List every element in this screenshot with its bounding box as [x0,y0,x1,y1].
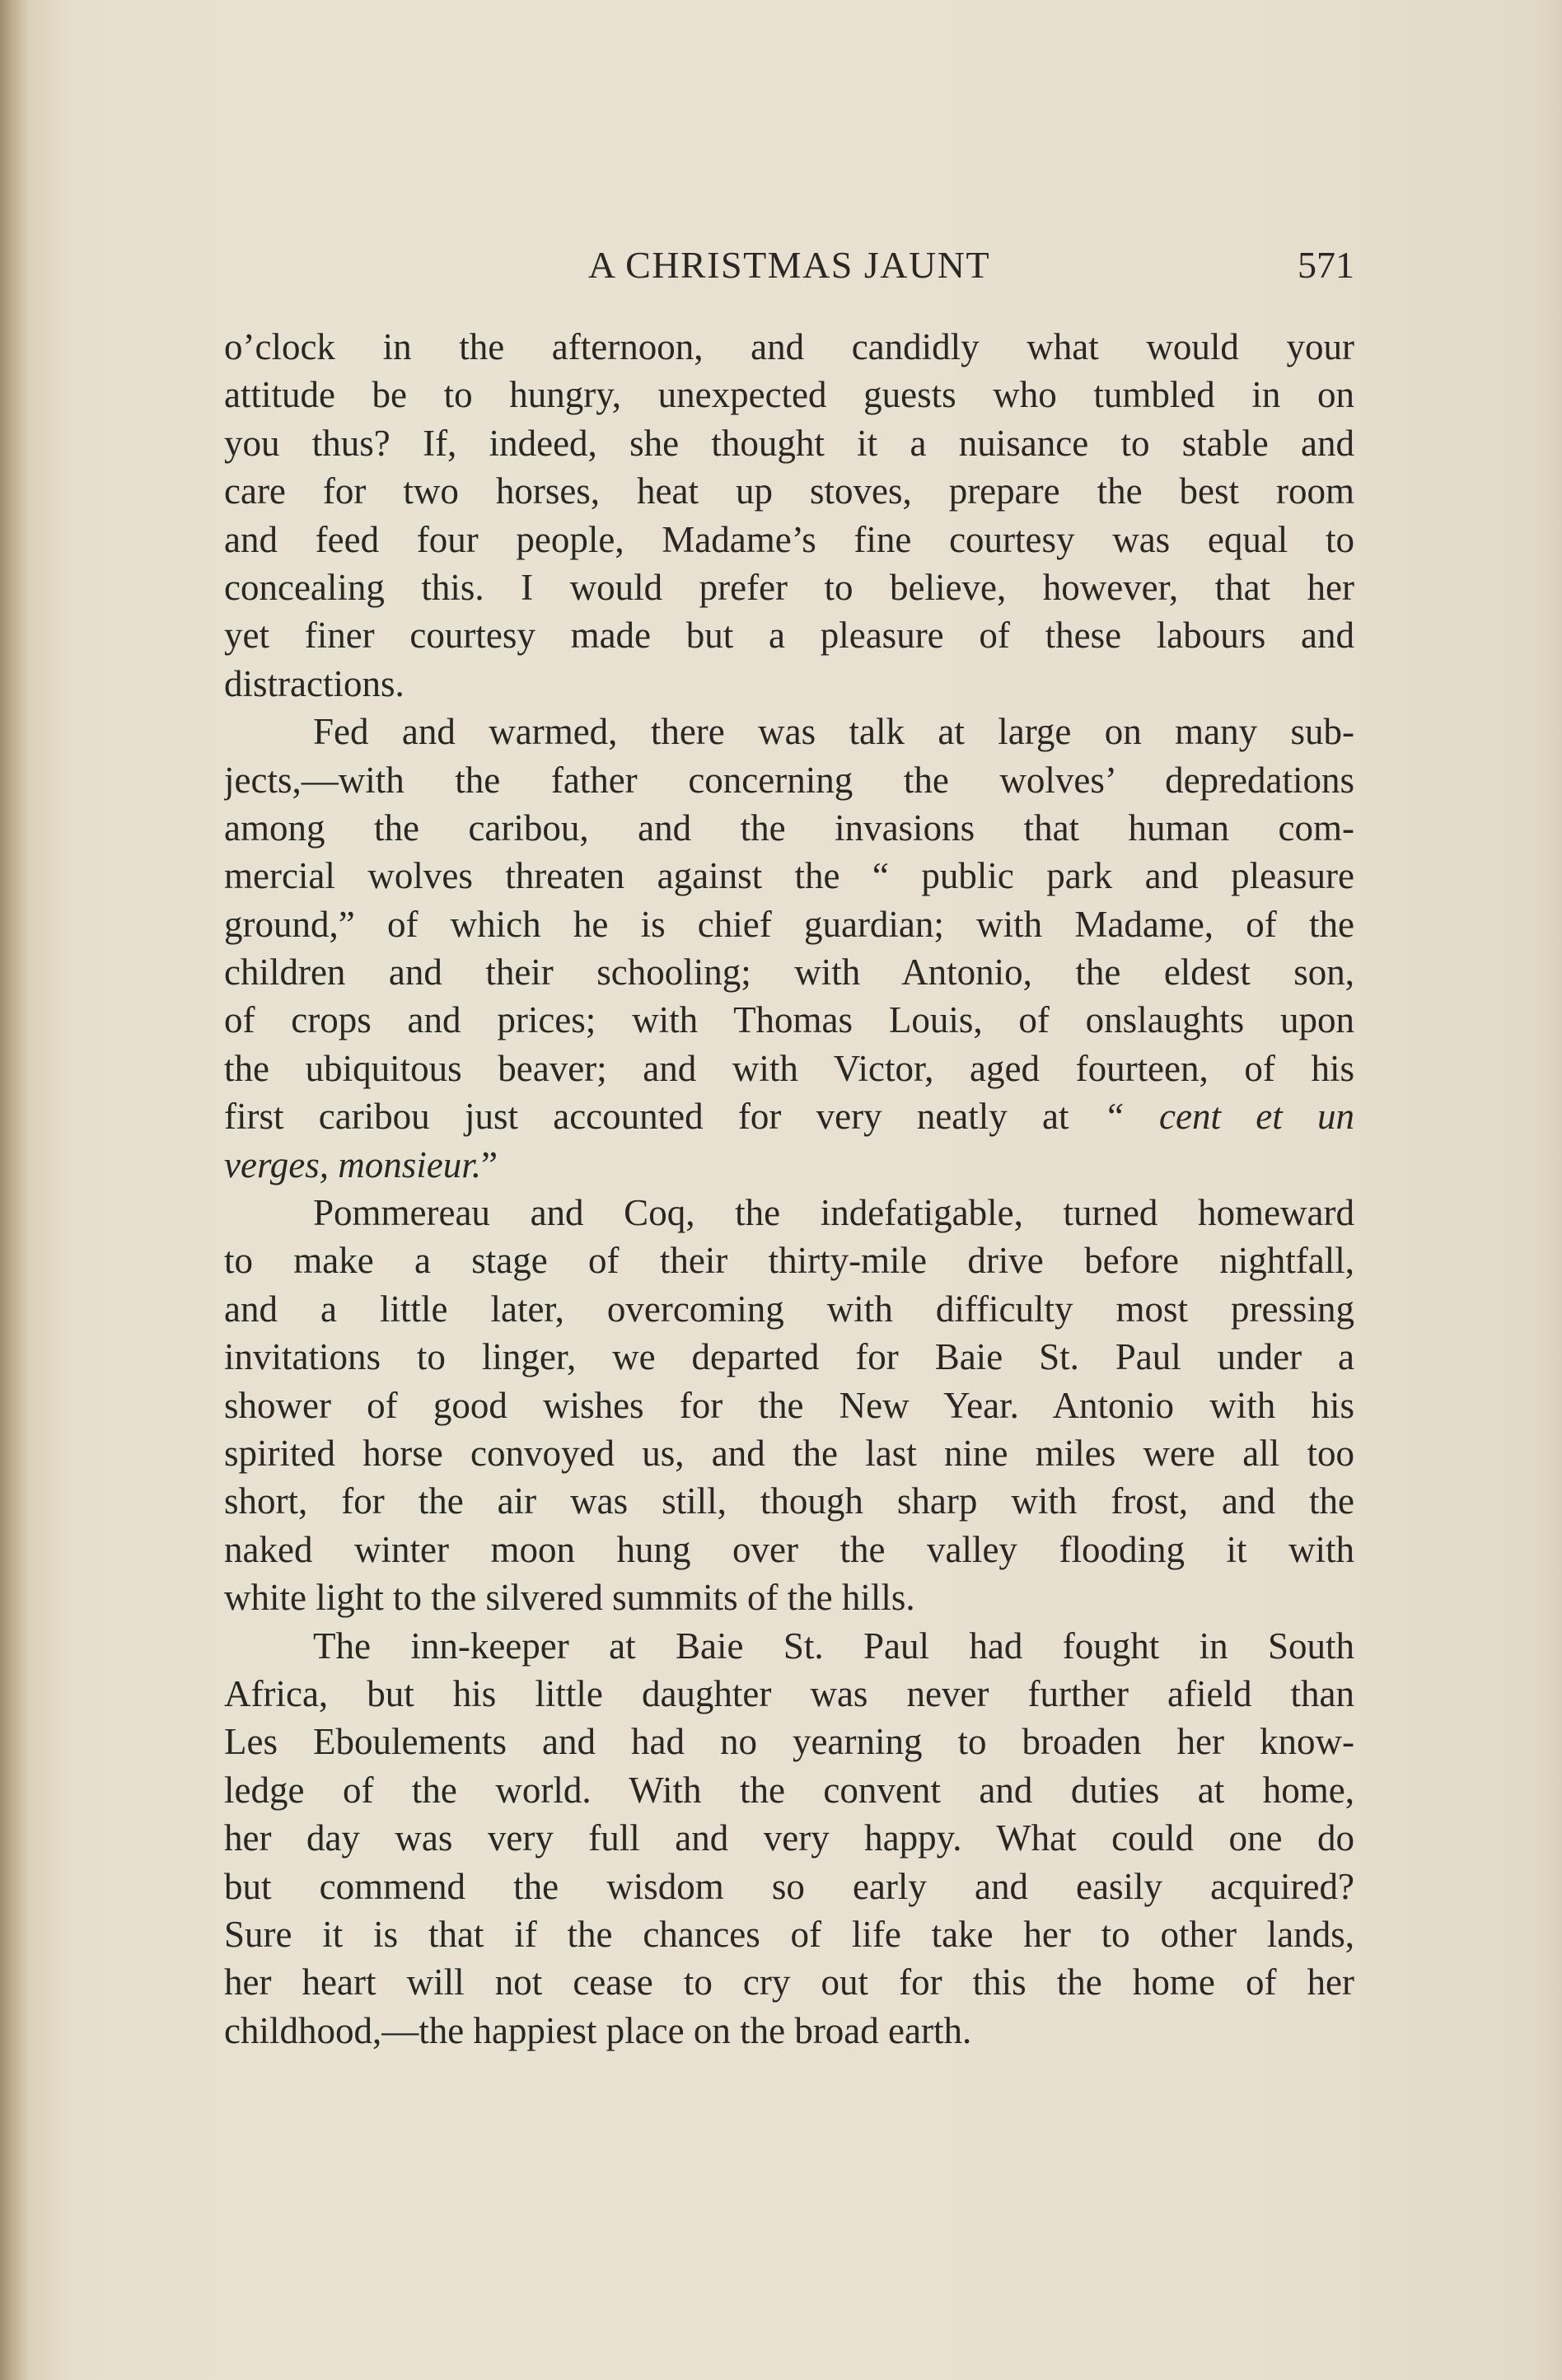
text-line: jects,—with the father concerning the wolves’ depredations [224,759,1354,801]
text-line: Pommereau and Coq, the indefatigable, turned homeward [313,1192,1354,1234]
text-line: among the caribou, and the invasions that human com- [224,807,1354,849]
text-line: her day was very full and very happy. What could one do [224,1817,1354,1859]
text-line: you thus? If, indeed, she thought it a nuisance to stable and [224,422,1354,464]
text-line: childhood,—the happiest place on the broad earth. [224,2009,972,2051]
text-line: first caribou just accounted for very neatly at “ cent et un [224,1096,1354,1138]
text-line: children and their schooling; with Antonio, the eldest son, [224,952,1354,994]
text-line: Sure it is that if the chances of life take her to other lands, [224,1913,1354,1955]
running-title: A CHRISTMAS JAUNT [587,244,991,286]
text-line: The inn-keeper at Baie St. Paul had fought in South [313,1625,1354,1667]
text-line: and a little later, overcoming with difficulty most pressing [224,1288,1354,1330]
gutter-shadow [0,0,28,2380]
text-line: concealing this. I would prefer to believe, however, that her [224,566,1354,608]
running-head [224,241,1354,290]
text-line: shower of good wishes for the New Year. Antonio with his [224,1384,1354,1426]
text-line: her heart will not cease to cry out for this the home of her [224,1962,1354,2004]
body-text [224,323,1354,2055]
text-line: mercial wolves threaten against the “ public park and pleasure [224,855,1354,897]
text-line: verges, monsieur.” [224,1143,498,1185]
text-line: Fed and warmed, there was talk at large on many sub- [313,711,1354,753]
text-line: white light to the silvered summits of the hills. [224,1577,915,1619]
text-line: spirited horse convoyed us, and the last nine miles were all too [224,1432,1354,1474]
text-line: of crops and prices; with Thomas Louis, of onslaughts upon [224,999,1354,1041]
text-line: o’clock in the afternoon, and candidly what would your [224,326,1354,367]
text-line: short, for the air was still, though sharp with frost, and the [224,1480,1354,1522]
text-line: the ubiquitous beaver; and with Victor, aged fourteen, of his [224,1047,1354,1089]
text-line: to make a stage of their thirty-mile drive before nightfall, [224,1240,1354,1282]
text-line: invitations to linger, we departed for Baie St. Paul under a [224,1336,1354,1378]
text-line: attitude be to hungry, unexpected guests who tumbled in on [224,374,1354,416]
text-line: Les Eboulements and had no yearning to broaden her know- [224,1721,1354,1763]
text-line: and feed four people, Madame’s fine courtesy was equal to [224,518,1354,560]
text-line: care for two horses, heat up stoves, prepare the best room [224,470,1354,512]
text-line: distractions. [224,662,405,704]
text-line: naked winter moon hung over the valley flooding it with [224,1528,1354,1570]
text-line: ground,” of which he is chief guardian; with Madame, of the [224,903,1354,945]
page-number: 571 [1298,244,1354,286]
text-line: Africa, but his little daughter was never further afield than [224,1672,1354,1714]
text-line: yet finer courtesy made but a pleasure of these labours and [224,615,1354,657]
text-line: but commend the wisdom so early and easily acquired? [224,1865,1354,1907]
text-line: ledge of the world. With the convent and duties at home, [224,1769,1354,1811]
